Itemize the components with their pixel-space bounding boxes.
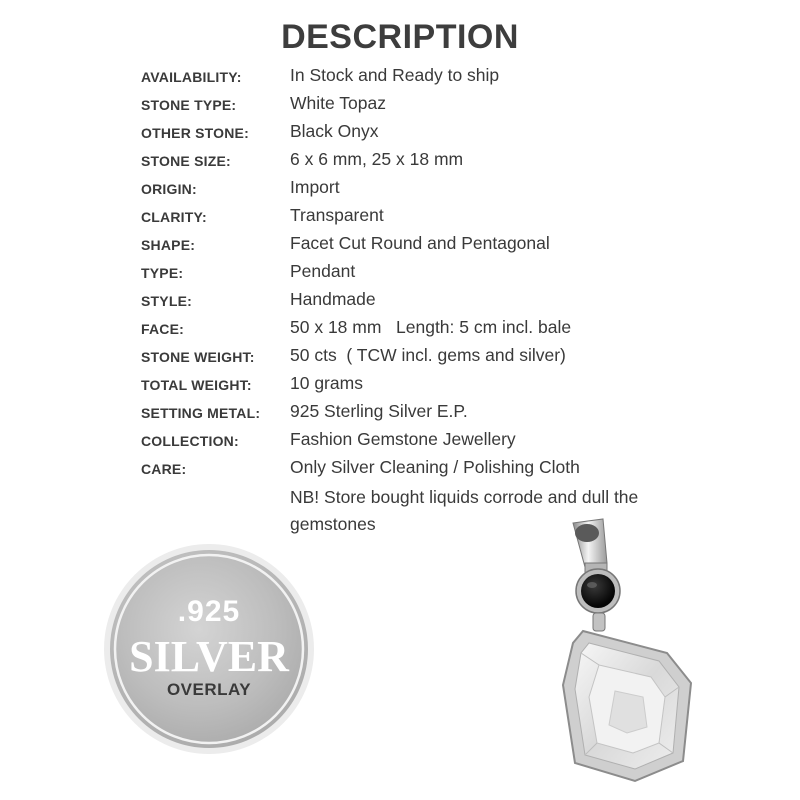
spec-value: In Stock and Ready to ship	[290, 65, 500, 85]
spec-value: 50 cts ( TCW incl. gems and silver)	[290, 345, 566, 365]
spec-value: White Topaz	[290, 93, 386, 113]
spec-label: ORIGIN:	[141, 181, 197, 197]
spec-row-origin	[0, 174, 800, 202]
badge-purity: .925	[177, 595, 241, 628]
spec-row-stone-type	[0, 90, 800, 118]
spec-value: 50 x 18 mm Length: 5 cm incl. bale	[290, 317, 572, 337]
spec-row-type	[0, 258, 800, 286]
spec-value: Transparent	[290, 205, 384, 225]
spec-value: Pendant	[290, 261, 356, 281]
pendant-photo	[555, 515, 700, 785]
spec-label: SHAPE:	[141, 237, 196, 253]
spec-value: 925 Sterling Silver E.P.	[290, 401, 468, 421]
spec-row-face	[0, 314, 800, 342]
spec-label: STYLE:	[141, 293, 192, 309]
spec-row-style	[0, 286, 800, 314]
care-note: NB! Store bought liquids corrode and dull the gemstones	[290, 487, 639, 534]
spec-row-collection	[0, 426, 800, 454]
silver-overlay-badge	[103, 543, 315, 755]
badge-metal: SILVER	[129, 632, 289, 681]
badge-finish: OVERLAY	[166, 680, 252, 699]
spec-row-shape	[0, 230, 800, 258]
spec-row-stone-weight	[0, 342, 800, 370]
spec-label: CLARITY:	[141, 209, 207, 225]
spec-label: CARE:	[141, 461, 187, 477]
pendant-icon	[555, 515, 700, 785]
spec-label: OTHER STONE:	[141, 125, 249, 141]
spec-label: TOTAL WEIGHT:	[141, 377, 252, 393]
spec-row-clarity	[0, 202, 800, 230]
spec-label: COLLECTION:	[141, 433, 239, 449]
spec-label: FACE:	[141, 321, 184, 337]
spec-label: TYPE:	[141, 265, 184, 281]
spec-row-availability	[0, 62, 800, 90]
page-title: DESCRIPTION	[281, 18, 519, 56]
spec-row-setting-metal	[0, 398, 800, 426]
spec-label: AVAILABILITY:	[141, 69, 242, 85]
spec-value: 6 x 6 mm, 25 x 18 mm	[290, 149, 464, 169]
spec-row-other-stone	[0, 118, 800, 146]
spec-value: Import	[290, 177, 340, 197]
spec-label: STONE TYPE:	[141, 97, 237, 113]
spec-label: SETTING METAL:	[141, 405, 261, 421]
spec-value: Only Silver Cleaning / Polishing Cloth	[290, 457, 580, 477]
spec-value: 10 grams	[290, 373, 363, 393]
spec-label: STONE SIZE:	[141, 153, 231, 169]
spec-row-total-weight	[0, 370, 800, 398]
spec-value: Black Onyx	[290, 121, 379, 141]
spec-label: STONE WEIGHT:	[141, 349, 255, 365]
spec-value: Facet Cut Round and Pentagonal	[290, 233, 550, 253]
spec-value: Handmade	[290, 289, 376, 309]
spec-value: Fashion Gemstone Jewellery	[290, 429, 516, 449]
spec-row-stone-size	[0, 146, 800, 174]
